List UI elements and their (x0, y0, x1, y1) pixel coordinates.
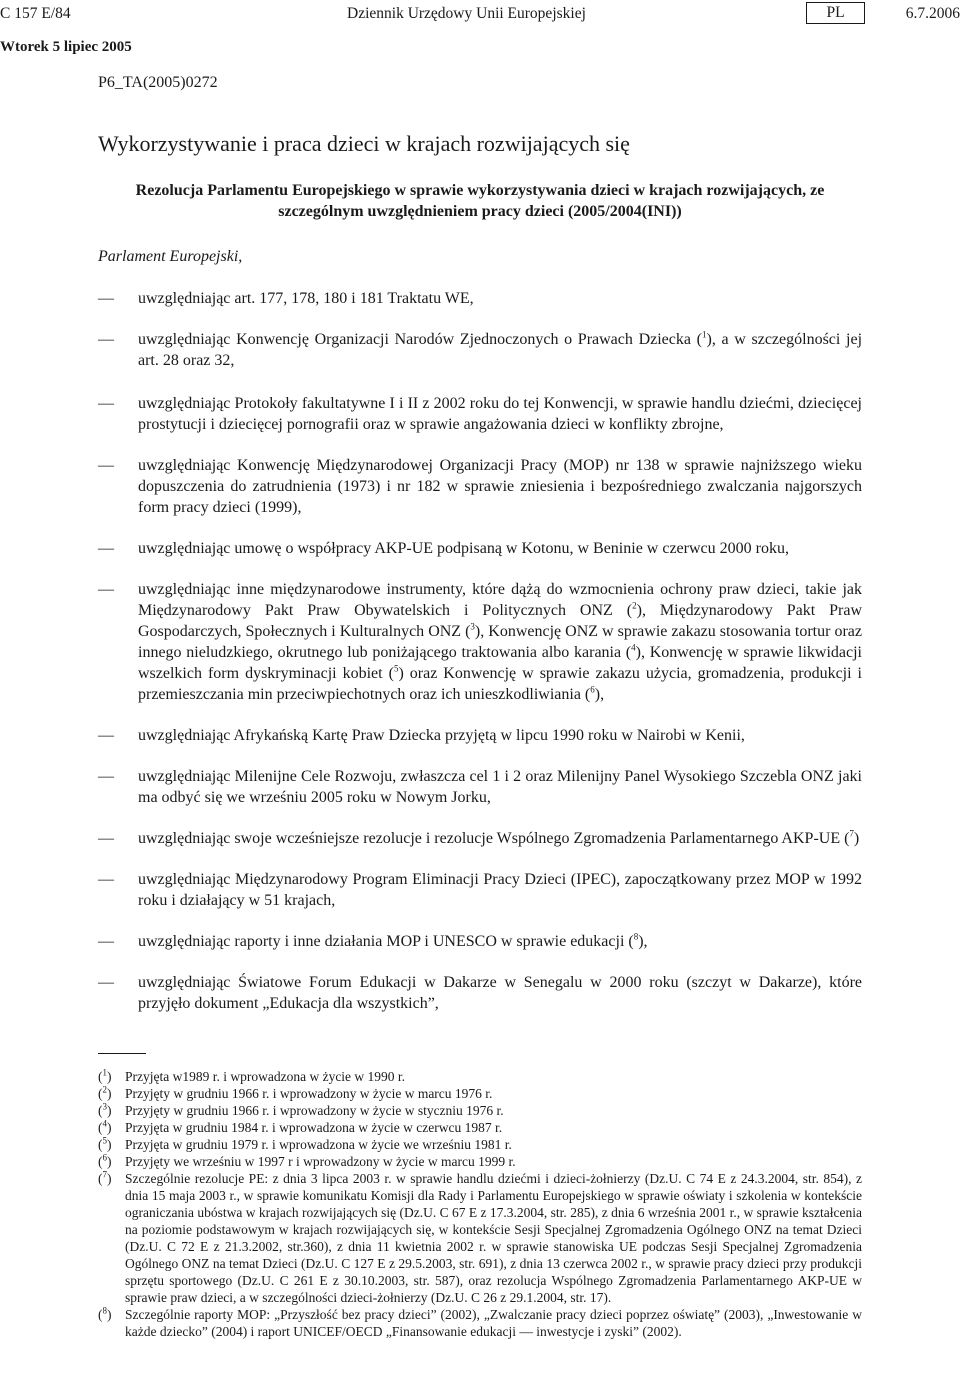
recitals-list (98, 288, 862, 1034)
recital-item (98, 869, 862, 911)
footnote-number: ($^7$) (98, 1169, 112, 1186)
recital-text: uwzględniając art. 177, 178, 180 i 181 Traktatu WE, (138, 290, 474, 307)
footnote (98, 1085, 862, 1102)
recital-text: uwzględniając Światowe Forum Edukacji w Dakarze w Senegalu w 2000 roku (szczyt w Dakarze), które przyjęło dokument „Edukacja dla wszystkich”, (138, 974, 862, 1012)
recital-item (98, 455, 862, 518)
recital-text: uwzględniając Konwencję Międzynarodowej Organizacji Pracy (MOP) nr 138 w sprawie najniższego wieku dopuszczenia do zatrudnienia (1973) i nr 182 w sprawie zniesienia i bezpośredniego zwalczania najgorszych form pracy dzieci (1999), (138, 457, 862, 516)
footnote-ref[interactable]: 6 (590, 684, 595, 695)
recital-text: ), a w szczególności jej art. 28 oraz 32, (138, 331, 863, 369)
recital-item (98, 288, 862, 309)
recital-item (98, 725, 862, 746)
footnote-text: Przyjęty w grudniu 1966 r. i wprowadzony w życie w styczniu 1976 r. (125, 1103, 504, 1118)
footnote (98, 1119, 862, 1136)
footnote (98, 1136, 862, 1153)
footnote (98, 1306, 862, 1340)
dash-marker: — (98, 457, 114, 474)
footnote-divider (98, 1053, 146, 1054)
footnote-text: Przyjęta w grudniu 1979 r. i wprowadzona w życie we wrześniu 1981 r. (125, 1137, 512, 1152)
footnote (98, 1170, 862, 1306)
language-badge: PL (806, 2, 865, 24)
footnote-number: ($^3$) (98, 1101, 112, 1118)
footnote-ref[interactable]: 4 (631, 642, 636, 653)
footnote-ref[interactable]: 5 (393, 663, 399, 674)
recital-text: ), Konwencję ONZ w sprawie zakazu stosowania tortur oraz innego nieludzkiego, okrutnego lub poniżającego traktowania albo karania ( (138, 623, 863, 661)
recital-text: uwzględniając Afrykańską Kartę Praw Dziecka przyjętą w lipcu 1990 roku w Nairobi w Kenii, (138, 727, 745, 744)
footnote-number: ($^8$) (98, 1305, 112, 1322)
footnote-ref[interactable]: 1 (701, 329, 707, 340)
journal-reference: C 157 E/84 (0, 5, 71, 22)
dash-marker: — (98, 331, 114, 348)
document-reference: P6_TA(2005)0272 (98, 74, 218, 91)
footnote-number: ($^6$) (98, 1152, 112, 1169)
footnote-ref[interactable]: 2 (632, 600, 637, 611)
footnote (98, 1068, 862, 1085)
recital-text: uwzględniając Konwencję Organizacji Narodów Zjednoczonych o Prawach Dziecka ( (138, 331, 702, 348)
footnote-ref[interactable]: 8 (633, 931, 639, 942)
recital-item (98, 538, 862, 559)
footnote (98, 1153, 862, 1170)
dash-marker: — (98, 727, 114, 744)
footnote (98, 1102, 862, 1119)
journal-name: Dziennik Urzędowy Unii Europejskiej (347, 5, 586, 22)
recital-item (98, 972, 862, 1014)
footnote-text: Przyjęty w grudniu 1966 r. i wprowadzony w życie w marcu 1976 r. (125, 1086, 493, 1101)
recital-item (98, 579, 862, 705)
recital-item (98, 393, 862, 435)
dash-marker: — (98, 871, 114, 888)
recital-text: ), (638, 933, 648, 950)
document-title: Wykorzystywanie i praca dzieci w krajach rozwijających się (98, 131, 630, 156)
footnote-text: Przyjęta w1989 r. i wprowadzona w życie w 1990 r. (125, 1069, 406, 1084)
publication-date: 6.7.2006 (905, 5, 960, 22)
footnote-text: Przyjęty we wrześniu w 1997 r i wprowadzony w życie w marcu 1999 r. (125, 1154, 516, 1169)
recital-text: uwzględniając raporty i inne działania MOP i UNESCO w sprawie edukacji ( (138, 933, 634, 950)
recital-text: ), Konwencję w sprawie likwidacji wszelkich form dyskryminacji kobiet ( (138, 644, 862, 682)
recital-text: uwzględniając inne międzynarodowe instrumenty, które dążą do wzmocnienia ochrony praw dzieci, takie jak Międzynarodowy Pakt Praw Obywatelskich i Politycznych ONZ ( (138, 581, 862, 619)
recital-text: ), (594, 686, 605, 703)
document-subtitle: Rezolucja Parlamentu Europejskiego w sprawie wykorzystywania dzieci w krajach rozwijających, ze szczególnym uwzględnieniem pracy dzieci (2005/2004(INI)) (135, 182, 825, 220)
footnote-text: Przyjęta w grudniu 1984 r. i wprowadzona w życie w czerwcu 1987 r. (125, 1120, 503, 1135)
recital-item (98, 329, 862, 371)
recital-text: uwzględniając Międzynarodowy Program Eliminacji Pracy Dzieci (IPEC), zapoczątkowany przez MOP w 1992 roku i działający w 51 krajach, (138, 871, 862, 909)
session-date: Wtorek 5 lipiec 2005 (0, 39, 132, 55)
footnote-ref[interactable]: 3 (470, 621, 475, 632)
intro-line: Parlament Europejski, (98, 248, 243, 265)
dash-marker: — (98, 974, 114, 991)
dash-marker: — (98, 581, 114, 598)
dash-marker: — (98, 290, 114, 307)
recital-text: uwzględniając Protokoły fakultatywne I i II z 2002 roku do tej Konwencji, w sprawie handlu dziećmi, dziecięcej prostytucji i dziecięcej pornografii oraz w sprawie angażowania dzieci w konflikty zbrojne, (138, 395, 862, 433)
footnote-text: Szczególnie rezolucje PE: z dnia 3 lipca 2003 r. w sprawie handlu dziećmi i dzieci-żołnierzy (Dz.U. C 74 E z 24.3.2004, str. 854), z dnia 15 maja 2003 r., w sprawie komunikatu Komisji dla Rady i Parlamentu Europejskiego w sprawie oświaty i szkolenia w kontekście ograniczania ubóstwa w krajach rozwijających się (Dz.U. C 67 E z 17.3.2004, str. 285), z dnia 6 września 2001 r., w sprawie kształcenia na poziomie podstawowym w krajach rozwijających się, w kontekście Sesji Specjalnej Zgromadzenia Ogólnego ONZ na temat Dzieci (Dz.U. C 72 E z 21.3.2002, str.360), z dnia 11 kwietnia 2002 r. w sprawie stanowiska UE podczas Sesji Specjalnej Zgromadzenia Ogólnego ONZ na temat Dzieci (Dz.U. C 127 E z 29.5.2003, str. 691), z dnia 13 czerwca 2002 r., w sprawie pracy dzieci przy produkcji sprzętu sportowego (Dz.U. C 261 E z 30.10.2003, str. 587), oraz rezolucja Wspólnego Zgromadzenia Parlamentarnego AKP-UE w sprawie praw dzieci, a w szczególności dzieci-żołnierzy (Dz.U. C 26 z 29.1.2004, str. 17). (125, 1171, 862, 1305)
dash-marker: — (98, 395, 114, 412)
footnote-number: ($^1$) (98, 1067, 112, 1084)
recital-item (98, 931, 862, 952)
footnotes (98, 1068, 862, 1340)
footnote-number: ($^5$) (98, 1135, 112, 1152)
recital-text: ) oraz Konwencję w sprawie zakazu użycia, gromadzenia, produkcji i przemieszczania min przeciwpiechotnych oraz ich unieszkodliwiania ( (138, 665, 863, 703)
footnote-text: Szczególnie raporty MOP: „Przyszłość bez pracy dzieci” (2002), „Zwalczanie pracy dzieci poprzez oświatę” (2003), „Inwestowanie w każde dziecko” (2004) i raport UNICEF/OECD „Finansowanie edukacji — inwestycje i zyski” (2002). (125, 1307, 862, 1339)
recital-text: uwzględniając umowę o współpracy AKP-UE podpisaną w Kotonu, w Beninie w czerwcu 2000 roku, (138, 540, 789, 557)
dash-marker: — (98, 933, 114, 950)
dash-marker: — (98, 768, 114, 785)
recital-text: ), Międzynarodowy Pakt Praw Gospodarczych, Społecznych i Kulturalnych ONZ ( (138, 602, 863, 640)
recital-text: ) (853, 830, 860, 847)
footnote-number: ($^4$) (98, 1118, 112, 1135)
page-header (0, 4, 960, 26)
footnote-ref[interactable]: 7 (849, 828, 854, 839)
recital-text: uwzględniając Milenijne Cele Rozwoju, zwłaszcza cel 1 i 2 oraz Milenijny Panel Wysokiego Szczebla ONZ jaki ma odbyć się we wrześniu 2005 roku w Nowym Jorku, (138, 768, 862, 806)
dash-marker: — (98, 830, 114, 847)
footnote-number: ($^2$) (98, 1084, 112, 1101)
dash-marker: — (98, 540, 114, 557)
recital-item (98, 766, 862, 808)
recital-text: uwzględniając swoje wcześniejsze rezolucje i rezolucje Wspólnego Zgromadzenia Parlamentarnego AKP-UE ( (138, 830, 850, 847)
recital-item (98, 828, 862, 849)
